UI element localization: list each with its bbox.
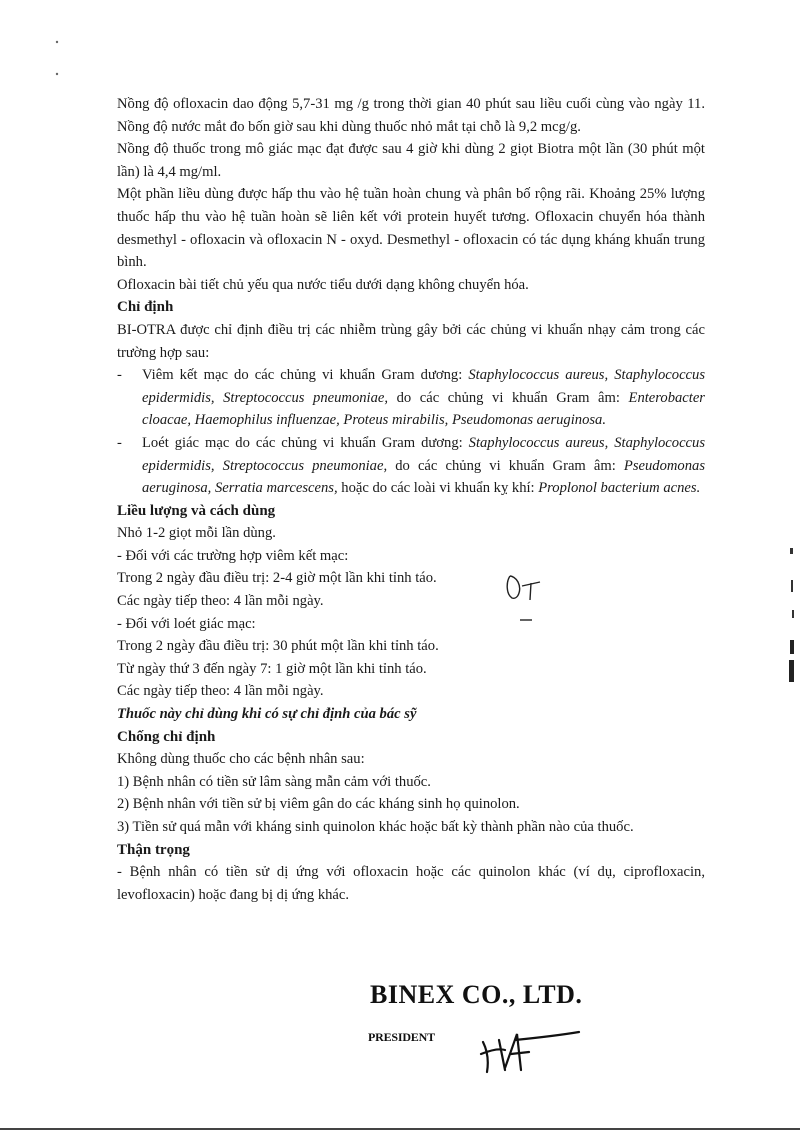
heading-contraindication: Chống chỉ định: [117, 728, 216, 745]
president-title: PRESIDENT: [368, 1030, 435, 1044]
precaution-text: - Bệnh nhân có tiền sử dị ứng với ofloxacin hoặc các quinolon khác (ví dụ, ciprofloxacin, levofloxacin) hoặc đang bị dị ứng khác.: [117, 864, 705, 903]
dosage-line: Trong 2 ngày đầu điều trị: 30 phút một lần khi tỉnh táo.: [117, 638, 439, 655]
paragraph-absorption: Một phần liều dùng được hấp thu vào hệ tuần hoàn chung và phân bố rộng rãi. Khoảng 25% lượng thuốc hấp thu vào hệ tuần hoàn sẽ liên kết với protein huyết tương. Ofloxacin chuyển hóa thành desmethyl - ofloxacin và ofloxacin N - oxyd. Desmethyl - ofloxacin có tác dụng kháng khuẩn trung bình.: [117, 186, 705, 271]
paragraph-corneal-concentration: Nồng độ thuốc trong mô giác mạc đạt được sau 4 giờ khi dùng 2 giọt Biotra một lần (30 phút một lần) là 4,4 mg/ml.: [117, 141, 705, 180]
prescription-note: Thuốc này chỉ dùng khi có sự chỉ định của bác sỹ: [117, 706, 417, 723]
indication-list: [117, 364, 705, 500]
indication-intro: BI-OTRA được chỉ định điều trị các nhiễm trùng gây bởi các chủng vi khuẩn nhạy cảm trong các trường hợp sau:: [117, 321, 705, 361]
company-stamp: [370, 980, 582, 1010]
contraindication-line: 3) Tiền sử quá mẫn với kháng sinh quinolon khác hoặc bất kỳ thành phần nào của thuốc.: [117, 819, 634, 835]
dosage-line: Các ngày tiếp theo: 4 lần mỗi ngày.: [117, 593, 324, 610]
dosage-line: - Đối với các trường hợp viêm kết mạc:: [117, 547, 349, 564]
bullet-dash: -: [117, 434, 122, 451]
heading-dosage: Liều lượng và cách dùng: [117, 502, 276, 519]
document-body: [117, 93, 705, 906]
company-name: BINEX CO., LTD.: [370, 980, 583, 1009]
dosage-line: Các ngày tiếp theo: 4 lần mỗi ngày.: [117, 683, 324, 700]
contraindication-line: 2) Bệnh nhân với tiền sử bị viêm gân do các kháng sinh họ quinolon.: [117, 796, 520, 813]
dosage-line: Trong 2 ngày đầu điều trị: 2-4 giờ một lần khi tỉnh táo.: [117, 570, 437, 587]
dosage-line: Nhỏ 1-2 giọt mỗi lần dùng.: [117, 525, 276, 542]
heading-precaution: Thận trọng: [117, 841, 190, 858]
heading-indication: Chỉ định: [117, 299, 174, 316]
indication-item-corneal-ulcer: - Loét giác mạc do các chủng vi khuẩn Gram dương: Staphylococcus aureus, Staphylococcus epidermidis, Streptococcus pneumoniae, do các chủng vi khuẩn Gram âm: Pseudomonas aeruginosa, Serratia marcescens, hoặc do các loài vi khuẩn kỵ khí: Proplonol bacterium acnes.: [117, 432, 705, 500]
handwritten-initial-mark: [500, 568, 550, 628]
paragraph-excretion: Ofloxacin bài tiết chủ yếu qua nước tiểu dưới dạng không chuyển hóa.: [117, 276, 529, 293]
indication-item-conjunctivitis: - Viêm kết mạc do các chủng vi khuẩn Gram dương: Staphylococcus aureus, Staphylococcus epidermidis, Streptococcus pneumoniae, do các chủng vi khuẩn Gram âm: Enterobacter cloacae, Haemophilus influenzae, Proteus mirabilis, Pseudomonas aeruginosa.: [117, 364, 705, 432]
page-bottom-edge: [0, 1128, 800, 1130]
bullet-dash: -: [117, 367, 122, 384]
contraindication-line: 1) Bệnh nhân có tiền sử lâm sàng mẫn cảm với thuốc.: [117, 773, 431, 790]
contraindication-line: Không dùng thuốc cho các bệnh nhân sau:: [117, 751, 365, 768]
dosage-line: Từ ngày thứ 3 đến ngày 7: 1 giờ một lần khi tỉnh táo.: [117, 660, 427, 677]
dosage-line: - Đối với loét giác mạc:: [117, 615, 256, 632]
signature: [475, 1020, 585, 1080]
paragraph-ofloxacin-concentration: Nồng độ ofloxacin dao động 5,7-31 mg /g trong thời gian 40 phút sau liều cuối cùng vào ngày 11. Nồng độ nước mắt đo bốn giờ sau khi dùng thuốc nhỏ mắt tại chỗ là 9,2 mcg/g.: [117, 96, 705, 135]
